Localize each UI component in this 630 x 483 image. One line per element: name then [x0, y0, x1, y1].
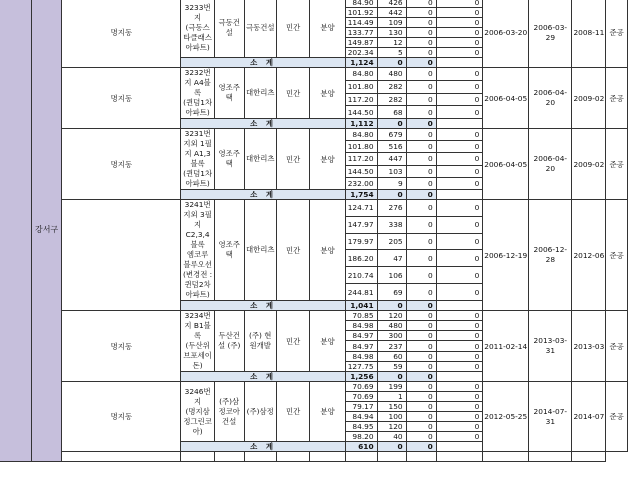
subtotal-units: 1,754 [345, 190, 377, 200]
status-cell: 준공 [606, 311, 628, 382]
area-cell: 186.20 [345, 250, 377, 267]
approval-date-cell: 2012-05-25 [483, 382, 529, 452]
count-b-cell: 0 [436, 331, 483, 341]
area-cell: 101.80 [345, 141, 377, 153]
start-date-cell: 2006-04-20 [529, 68, 572, 129]
status-cell: 준공 [606, 0, 628, 68]
count-a-cell: 0 [406, 284, 436, 301]
subtotal-a: 0 [377, 442, 406, 452]
move-in-cell: 2012-06 [572, 200, 606, 311]
table-row [0, 129, 630, 141]
count-b-cell: 0 [436, 321, 483, 331]
area-cell: 210.74 [345, 267, 377, 284]
area-cell: 149.87 [345, 38, 377, 48]
table-row [0, 68, 630, 81]
subtotal-units: 1,256 [345, 372, 377, 382]
count-a-cell: 0 [406, 0, 436, 8]
type-cell: 분양 [310, 129, 345, 190]
subtotal-b: 0 [406, 372, 436, 382]
table-row [0, 200, 630, 217]
subtotal-units: 1,112 [345, 119, 377, 129]
sector-cell: 민간 [276, 200, 309, 301]
builder-cell: 두산건설 (주) [214, 311, 244, 372]
builder-cell: 극동건설 [214, 0, 244, 58]
area-cell: 114.49 [345, 18, 377, 28]
approval-date-cell: 2006-03-20 [483, 0, 529, 68]
count-a-cell: 0 [406, 177, 436, 189]
units-cell: 150 [377, 402, 406, 412]
units-cell: 68 [377, 106, 406, 119]
cell-line: (변경전 : 퀸덤2차아파트) [183, 270, 213, 299]
count-a-cell: 0 [406, 267, 436, 284]
area-cell: 144.50 [345, 106, 377, 119]
count-a-cell: 0 [406, 341, 436, 351]
developer-cell: (주) 현원개발 [244, 311, 276, 372]
units-cell: 69 [377, 284, 406, 301]
area-cell: 101.80 [345, 80, 377, 93]
count-b-cell: 0 [436, 361, 483, 371]
site-cell [181, 129, 214, 190]
count-a-cell: 0 [406, 200, 436, 217]
count-b-cell: 0 [436, 18, 483, 28]
count-a-cell: 0 [406, 331, 436, 341]
start-date-cell: 2013-03-31 [529, 311, 572, 382]
table-row [0, 382, 630, 392]
site-cell [181, 0, 214, 58]
subtotal-units: 610 [345, 442, 377, 452]
area-cell: 84.97 [345, 341, 377, 351]
type-cell: 분양 [310, 68, 345, 119]
cell-line: 3246번지 [184, 386, 211, 406]
count-a-cell: 0 [406, 38, 436, 48]
dong-cell: 명지동 [62, 68, 181, 129]
empty-cell [62, 452, 181, 462]
status-cell: 준공 [606, 68, 628, 129]
count-b-cell: 0 [436, 402, 483, 412]
cell-line: 3234번지 B1블록 [184, 311, 211, 340]
units-cell: 205 [377, 233, 406, 250]
cell-line: 3241번지외 3필지 C2,3,4블록 [183, 200, 212, 249]
count-b-cell: 0 [436, 0, 483, 8]
count-b-cell: 0 [436, 129, 483, 141]
units-cell: 426 [377, 0, 406, 8]
site-cell [181, 311, 214, 372]
count-a-cell: 0 [406, 412, 436, 422]
builder-cell: 영조주택 [214, 200, 244, 301]
empty-cell [406, 452, 436, 462]
count-b-cell: 0 [436, 8, 483, 18]
approval-date-cell: 2006-04-05 [483, 129, 529, 200]
count-a-cell: 0 [406, 361, 436, 371]
area-cell: 98.20 [345, 432, 377, 442]
area-cell: 232.00 [345, 177, 377, 189]
type-cell: 분양 [310, 200, 345, 301]
area-cell: 202.34 [345, 48, 377, 58]
units-cell: 47 [377, 250, 406, 267]
dong-cell: 명지동 [62, 129, 181, 200]
area-cell: 84.80 [345, 68, 377, 81]
empty-cell [529, 452, 572, 462]
status-cell: 준공 [606, 129, 628, 200]
units-cell: 282 [377, 93, 406, 106]
area-cell: 147.97 [345, 216, 377, 233]
count-a-cell: 0 [406, 321, 436, 331]
area-cell: 79.17 [345, 402, 377, 412]
developer-cell: 대한리츠 [244, 129, 276, 190]
empty-cell [572, 452, 606, 462]
area-cell: 244.81 [345, 284, 377, 301]
sector-cell: 민간 [276, 0, 309, 58]
start-date-cell: 2006-04-20 [529, 129, 572, 200]
count-b-cell: 0 [436, 341, 483, 351]
units-cell: 199 [377, 382, 406, 392]
subtotal-label: 소 계 [181, 442, 345, 452]
status-cell: 준공 [606, 200, 628, 311]
start-date-cell: 2006-12-28 [529, 200, 572, 311]
count-b-cell: 0 [436, 422, 483, 432]
count-b-cell: 0 [436, 38, 483, 48]
subtotal-a: 0 [377, 190, 406, 200]
units-cell: 679 [377, 129, 406, 141]
units-cell: 480 [377, 68, 406, 81]
empty-cell [214, 452, 244, 462]
empty-cell [377, 452, 406, 462]
dong-cell: 명지동 [62, 0, 181, 68]
count-b-cell: 0 [436, 153, 483, 165]
count-a-cell: 0 [406, 165, 436, 177]
area-cell: 124.71 [345, 200, 377, 217]
table-row [0, 0, 630, 8]
start-date-cell: 2014-07-31 [529, 382, 572, 452]
units-cell: 5 [377, 48, 406, 58]
subtotal-a: 0 [377, 119, 406, 129]
move-in-cell: 2008-11 [572, 0, 606, 68]
count-b-cell: 0 [436, 412, 483, 422]
units-cell: 9 [377, 177, 406, 189]
subtotal-b: 0 [406, 301, 436, 311]
count-a-cell: 0 [406, 382, 436, 392]
cell-line: (퀸덤1차아파트) [183, 169, 213, 188]
subtotal-label: 소 계 [181, 372, 345, 382]
sector-cell: 민간 [276, 311, 309, 372]
cell-line: 3231번지외 1필지 A1,3블록 [183, 129, 212, 168]
count-b-cell: 0 [436, 106, 483, 119]
builder-cell: (주)삼정코아건설 [214, 382, 244, 442]
count-b-cell: 0 [436, 250, 483, 267]
count-b-cell: 0 [436, 216, 483, 233]
units-cell: 276 [377, 200, 406, 217]
lead-column [0, 0, 31, 462]
count-a-cell: 0 [406, 18, 436, 28]
units-cell: 12 [377, 38, 406, 48]
empty-cell [345, 452, 377, 462]
area-cell: 144.50 [345, 165, 377, 177]
subtotal-units: 1,041 [345, 301, 377, 311]
count-a-cell: 0 [406, 141, 436, 153]
count-b-cell: 0 [436, 177, 483, 189]
units-cell: 442 [377, 8, 406, 18]
units-cell: 282 [377, 80, 406, 93]
count-a-cell: 0 [406, 93, 436, 106]
units-cell: 40 [377, 432, 406, 442]
dong-cell [62, 200, 181, 311]
units-cell: 59 [377, 361, 406, 371]
approval-date-cell: 2006-12-19 [483, 200, 529, 311]
developer-cell: 극동건설 [244, 0, 276, 58]
move-in-cell: 2013-03 [572, 311, 606, 382]
count-b-cell: 0 [436, 28, 483, 38]
subtotal-b: 0 [406, 190, 436, 200]
area-cell: 179.97 [345, 233, 377, 250]
subtotal-b: 0 [406, 58, 436, 68]
area-cell: 133.77 [345, 28, 377, 38]
cell-line: 3233번지 [184, 2, 211, 22]
units-cell: 516 [377, 141, 406, 153]
count-b-cell: 0 [436, 80, 483, 93]
subtotal-label: 소 계 [181, 190, 345, 200]
area-cell: 117.20 [345, 153, 377, 165]
count-a-cell: 0 [406, 68, 436, 81]
type-cell: 분양 [310, 382, 345, 442]
count-a-cell: 0 [406, 250, 436, 267]
units-cell: 106 [377, 267, 406, 284]
count-b-cell: 0 [436, 351, 483, 361]
cell-line: (극동스타클래스아파트) [183, 22, 212, 52]
area-cell: 84.80 [345, 129, 377, 141]
count-b-cell: 0 [436, 68, 483, 81]
area-cell: 84.90 [345, 0, 377, 8]
count-b-cell: 0 [436, 165, 483, 177]
area-cell: 84.98 [345, 321, 377, 331]
count-b-cell: 0 [436, 284, 483, 301]
count-b-cell: 0 [436, 311, 483, 321]
builder-cell: 영조주택 [214, 129, 244, 190]
area-cell: 84.94 [345, 412, 377, 422]
count-b-cell: 0 [436, 141, 483, 153]
subtotal-label: 소 계 [181, 58, 345, 68]
sector-cell: 민간 [276, 382, 309, 442]
units-cell: 109 [377, 18, 406, 28]
site-cell [181, 382, 214, 442]
area-cell: 70.69 [345, 392, 377, 402]
cell-line: 엠코루 블루오션 [183, 250, 212, 269]
dong-cell: 명지동 [62, 311, 181, 382]
area-cell: 84.98 [345, 351, 377, 361]
region-cell: 강서구 [31, 0, 62, 462]
subtotal-label: 소 계 [181, 301, 345, 311]
subtotal-a: 0 [377, 301, 406, 311]
empty-cell [181, 452, 214, 462]
units-cell: 130 [377, 28, 406, 38]
approval-date-cell: 2011-02-14 [483, 311, 529, 382]
units-cell: 103 [377, 165, 406, 177]
empty-cell [244, 452, 276, 462]
developer-cell: (주)삼정 [244, 382, 276, 442]
count-b-cell: 0 [436, 93, 483, 106]
subtotal-a: 0 [377, 58, 406, 68]
count-a-cell: 0 [406, 216, 436, 233]
site-cell [181, 68, 214, 119]
count-a-cell: 0 [406, 153, 436, 165]
count-a-cell: 0 [406, 233, 436, 250]
count-a-cell: 0 [406, 8, 436, 18]
type-cell: 분양 [310, 0, 345, 58]
units-cell: 447 [377, 153, 406, 165]
subtotal-units: 1,124 [345, 58, 377, 68]
units-cell: 338 [377, 216, 406, 233]
empty-cell [483, 452, 529, 462]
subtotal-b: 0 [406, 119, 436, 129]
area-cell: 70.85 [345, 311, 377, 321]
count-a-cell: 0 [406, 129, 436, 141]
area-cell: 127.75 [345, 361, 377, 371]
cell-line: 3232번지 A4블록 [184, 68, 211, 97]
dong-cell: 명지동 [62, 382, 181, 452]
sector-cell: 민간 [276, 68, 309, 119]
site-cell [181, 200, 214, 301]
units-cell: 1 [377, 392, 406, 402]
subtotal-label: 소 계 [181, 119, 345, 129]
approval-date-cell: 2006-04-05 [483, 68, 529, 129]
subtotal-b: 0 [406, 442, 436, 452]
count-a-cell: 0 [406, 351, 436, 361]
area-cell: 117.20 [345, 93, 377, 106]
count-a-cell: 0 [406, 311, 436, 321]
table-row [0, 452, 630, 462]
subtotal-a: 0 [377, 372, 406, 382]
status-cell: 준공 [606, 382, 628, 452]
count-a-cell: 0 [406, 28, 436, 38]
move-in-cell: 2009-02 [572, 68, 606, 129]
cell-line: (퀸덤1차아파트) [183, 98, 213, 117]
count-a-cell: 0 [406, 106, 436, 119]
count-b-cell: 0 [436, 233, 483, 250]
count-a-cell: 0 [406, 402, 436, 412]
empty-cell [310, 452, 345, 462]
count-a-cell: 0 [406, 80, 436, 93]
empty-cell [276, 452, 309, 462]
move-in-cell: 2014-07 [572, 382, 606, 452]
area-cell: 84.97 [345, 331, 377, 341]
units-cell: 300 [377, 331, 406, 341]
units-cell: 237 [377, 341, 406, 351]
count-b-cell: 0 [436, 200, 483, 217]
area-cell: 84.95 [345, 422, 377, 432]
count-a-cell: 0 [406, 422, 436, 432]
count-a-cell: 0 [406, 432, 436, 442]
units-cell: 60 [377, 351, 406, 361]
table-row [0, 311, 630, 321]
start-date-cell: 2006-03-29 [529, 0, 572, 68]
type-cell: 분양 [310, 311, 345, 372]
units-cell: 100 [377, 412, 406, 422]
count-b-cell: 0 [436, 267, 483, 284]
move-in-cell: 2009-02 [572, 129, 606, 200]
units-cell: 120 [377, 422, 406, 432]
count-b-cell: 0 [436, 432, 483, 442]
cell-line: (두산위브포세이돈) [183, 341, 212, 370]
units-cell: 120 [377, 311, 406, 321]
cell-line: (명지삼정그린코아) [183, 406, 212, 436]
builder-cell: 영조주택 [214, 68, 244, 119]
count-b-cell: 0 [436, 48, 483, 58]
count-a-cell: 0 [406, 48, 436, 58]
count-a-cell: 0 [406, 392, 436, 402]
units-cell: 480 [377, 321, 406, 331]
count-b-cell: 0 [436, 382, 483, 392]
count-b-cell: 0 [436, 392, 483, 402]
area-cell: 70.69 [345, 382, 377, 392]
area-cell: 101.92 [345, 8, 377, 18]
developer-cell: 대한리츠 [244, 68, 276, 119]
empty-cell [436, 452, 483, 462]
developer-cell: 대한리츠 [244, 200, 276, 301]
sector-cell: 민간 [276, 129, 309, 190]
